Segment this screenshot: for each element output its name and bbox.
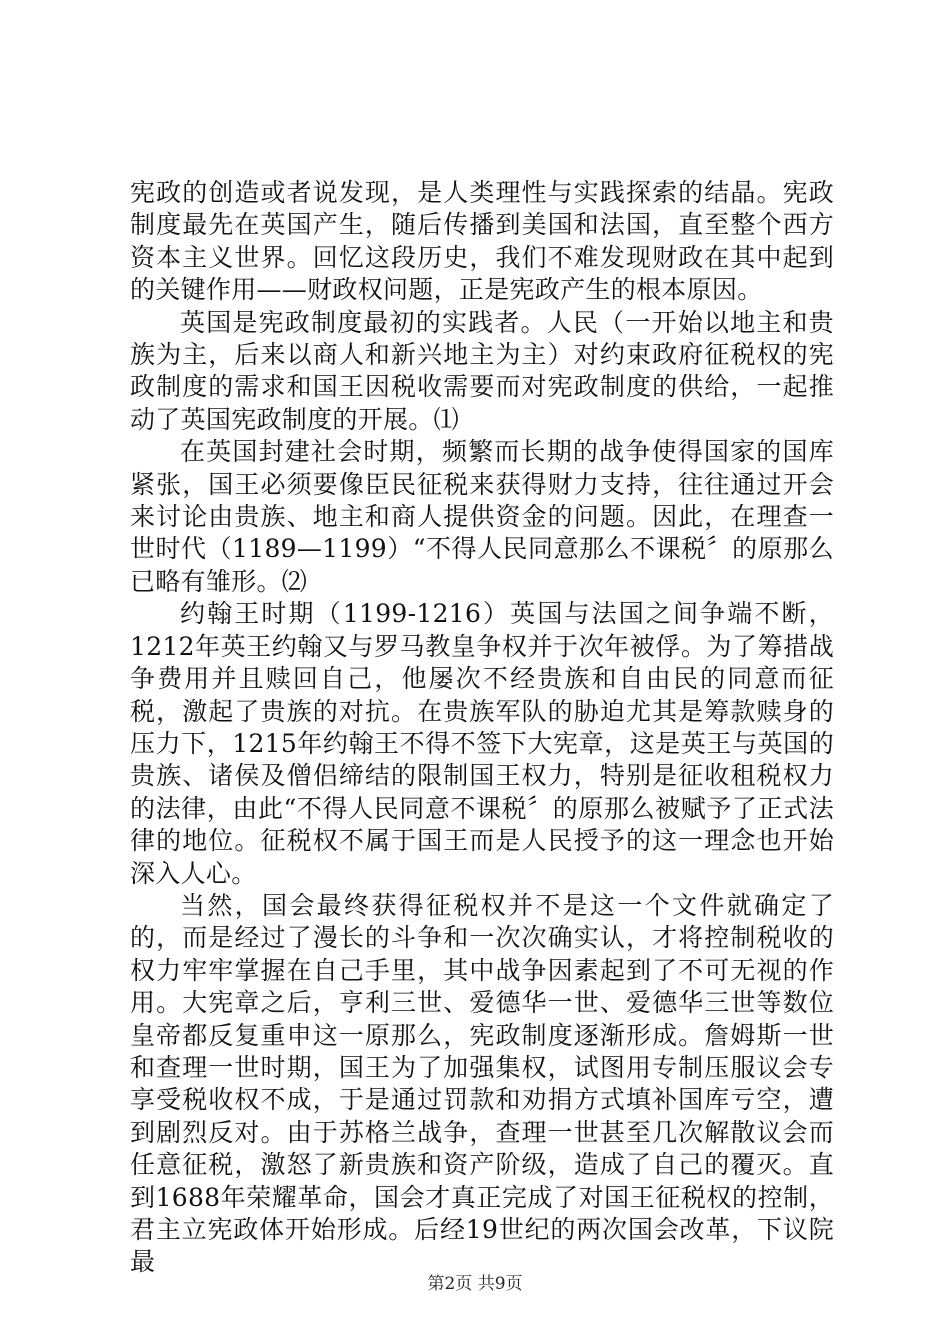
paragraph-5: 当然，国会最终获得征税权并不是这一个文件就确定了的，而是经过了漫长的斗争和一次次确实认，才将控制税收的权力牢牢掌握在自己手里，其中战争因素起到了不可无视的作用。大宪章之后，亨利三世、爱德华一世、爱德华三世等数位皇帝都反复重申这一原那么，宪政制度逐渐形成。詹姆斯一世和查理一世时期，国王为了加强集权，试图用专制压服议会专享受税收权不成，于是通过罚款和劝捐方式填补国库亏空，遭到剧烈反对。由于苏格兰战争，查理一世甚至几次解散议会而任意征税，激怒了新贵族和资产阶级，造成了自己的覆灭。直到1688年荣耀革命，国会才真正完成了对国王征税权的控制，君主立宪政体开始形成。后经19世纪的两次国会改革，下议院最 bbox=[130, 890, 834, 1277]
paragraph-2: 英国是宪政制度最初的实践者。人民（一开始以地主和贵族为主，后来以商人和新兴地主为主）对约束政府征税权的宪政制度的需求和国王因税收需要而对宪政制度的供给，一起推动了英国宪政制度的开展。⑴ bbox=[130, 307, 834, 434]
paragraph-1: 宪政的创造或者说发现，是人类理性与实践探索的结晶。宪政制度最先在英国产生，随后传播到美国和法国，直至整个西方资本主义世界。回忆这段历史，我们不难发现财政在其中起到的关键作用——财政权问题，正是宪政产生的根本原因。 bbox=[130, 178, 834, 305]
page-body bbox=[130, 177, 834, 1279]
paragraph-3: 在英国封建社会时期，频繁而长期的战争使得国家的国库紧张，国王必须要像臣民征税来获得财力支持，往往通过开会来讨论由贵族、地主和商人提供资金的问题。因此，在理查一世时代（1189—1199）“不得人民同意那么不课税〞的原那么已略有雏形。⑵ bbox=[130, 437, 834, 596]
page-footer: 第2页 共9页 bbox=[427, 1274, 523, 1294]
paragraph-4: 约翰王时期（1199-1216）英国与法国之间争端不断，1212年英王约翰又与罗马教皇争权并于次年被俘。为了筹措战争费用并且赎回自己，他屡次不经贵族和自由民的同意而征税，激起了贵族的对抗。在贵族军队的胁迫尤其是筹款赎身的压力下，1215年约翰王不得不签下大宪章，这是英王与英国的贵族、诸侯及僧侣缔结的限制国王权力，特别是征收租税权力的法律，由此“不得人民同意不课税〞的原那么被赋予了正式法律的地位。征税权不属于国王而是人民授予的这一理念也开始深入人心。 bbox=[130, 599, 834, 888]
